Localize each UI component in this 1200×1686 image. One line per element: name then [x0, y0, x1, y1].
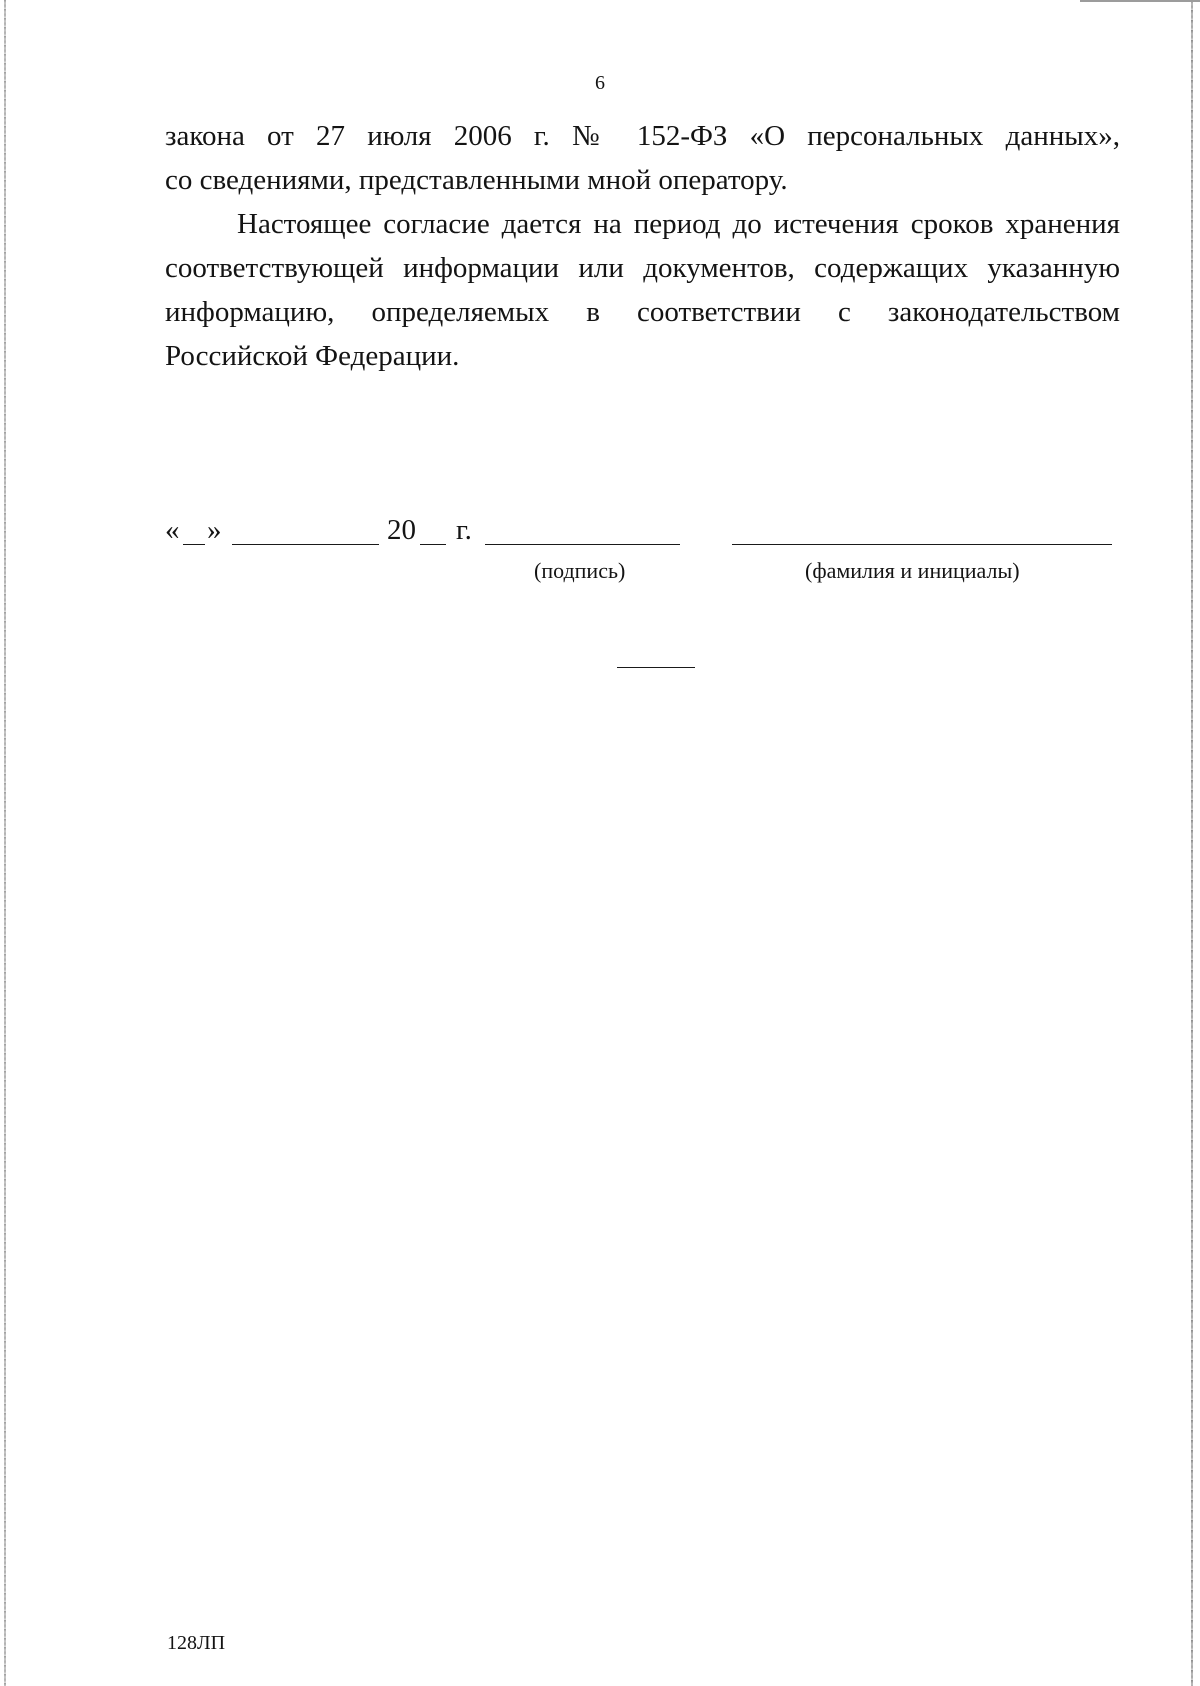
year-suffix: г.	[456, 514, 472, 546]
paragraph-consent-period	[165, 202, 1120, 378]
footer-document-code: 128ЛП	[167, 1632, 226, 1654]
name-caption: (фамилия и инициалы)	[805, 558, 1020, 583]
signature-caption: (подпись)	[534, 558, 626, 583]
day-blank[interactable]	[183, 544, 205, 545]
paragraph-line: со сведениями, представленными мной оператору.	[165, 164, 788, 196]
signature-blank[interactable]	[485, 544, 680, 545]
end-of-document-rule	[617, 667, 695, 668]
paragraph-line: информацию, определяемых в соответствии с законодательством	[165, 296, 1120, 328]
signature-date-row	[165, 514, 1125, 554]
date-open-quote: «	[165, 514, 180, 546]
year-prefix: 20	[387, 514, 416, 546]
page-number: 6	[595, 72, 605, 94]
paragraph-line: Настоящее согласие дается на период до истечения сроков хранения	[237, 208, 1120, 240]
paragraph-line: соответствующей информации или документов, содержащих указанную	[165, 252, 1120, 284]
paragraph-line: закона от 27 июля 2006 г. № 152-ФЗ «О персональных данных»,	[165, 120, 1120, 152]
date-close-quote: »	[207, 514, 222, 546]
name-blank[interactable]	[732, 544, 1112, 545]
month-blank[interactable]	[232, 544, 379, 545]
scan-edge-right	[1191, 0, 1193, 1686]
scan-edge-left	[4, 0, 6, 1686]
year-blank[interactable]	[420, 544, 446, 545]
paragraph-consent-law-reference	[165, 114, 1120, 202]
scan-edge-top	[1080, 0, 1200, 2]
paragraph-line: Российской Федерации.	[165, 340, 460, 372]
